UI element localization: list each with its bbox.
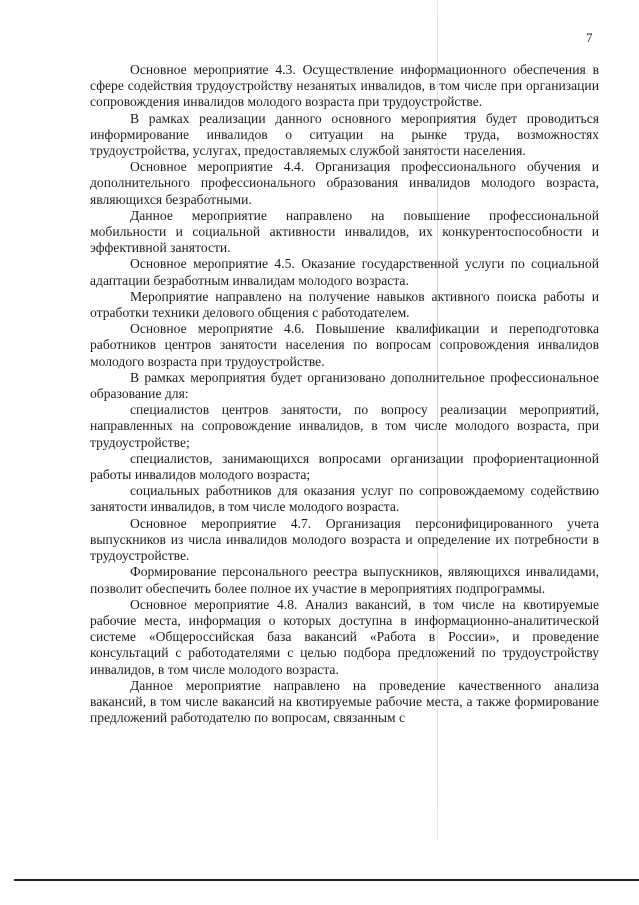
paragraph: Основное мероприятие 4.8. Анализ вакансий, в том числе на квотируемые рабочие места, информация о которых доступна в информационно-аналитической системе «Общероссийская база вакансий «Работа в России», и проведение консультаций с работодателями с целью подбора предложений по трудоустройству инвалидов, в том числе молодого возраста. [90,596,599,677]
paragraph: Основное мероприятие 4.5. Оказание государственной услуги по социальной адаптации безработным инвалидам молодого возраста. [90,256,599,288]
list-item: социальных работников для оказания услуг по сопровождаемому содействию занятости инвалидов, в том числе молодого возраста. [90,483,599,515]
paragraph: В рамках мероприятия будет организовано дополнительное профессиональное образование для: [90,369,599,402]
paragraph: Основное мероприятие 4.7. Организация персонифицированного учета выпускников из числа инвалидов молодого возраста и определение их потребности в трудоустройстве. [90,515,599,564]
list-item: специалистов центров занятости, по вопросу реализации мероприятий, направленных на сопровождение инвалидов, в том числе молодого возраста, при трудоустройстве; [90,402,599,450]
paragraph: Основное мероприятие 4.4. Организация профессионального обучения и дополнительного профессионального образования инвалидов молодого возраста, являющихся безработными. [90,159,599,207]
paragraph: Основное мероприятие 4.3. Осуществление информационного обеспечения в сфере содействия трудоустройству незанятых инвалидов, в том числе при организации сопровождения инвалидов молодого возраста при трудоустройстве. [90,62,599,110]
page-number: 7 [586,30,593,45]
page-bottom-border [14,879,639,881]
paragraph: В рамках реализации данного основного мероприятия будет проводиться информирование инвалидов о ситуации на рынке труда, возможностях трудоустройства, услугах, предоставляемых службой занятости населения. [90,110,599,159]
paragraph: Мероприятие направлено на получение навыков активного поиска работы и отработки техники делового общения с работодателем. [90,288,599,321]
paragraph: Данное мероприятие направлено на проведение качественного анализа вакансий, в том числе вакансий на квотируемые рабочие места, а также формирование предложений работодателю по вопросам, связанным с [90,677,599,726]
paragraph: Данное мероприятие направлено на повышение профессиональной мобильности и социальной активности инвалидов, их конкурентоспособности и эффективной занятости. [90,207,599,256]
document-body [90,62,599,726]
paragraph: Формирование персонального реестра выпускников, являющихся инвалидами, позволит обеспечить более полное их участие в мероприятиях подпрограммы. [90,564,599,596]
paragraph: Основное мероприятие 4.6. Повышение квалификации и переподготовка работников центров занятости населения по вопросам сопровождения инвалидов молодого возраста при трудоустройстве. [90,321,599,369]
list-item: специалистов, занимающихся вопросами организации профориентационной работы инвалидов молодого возраста; [90,450,599,483]
